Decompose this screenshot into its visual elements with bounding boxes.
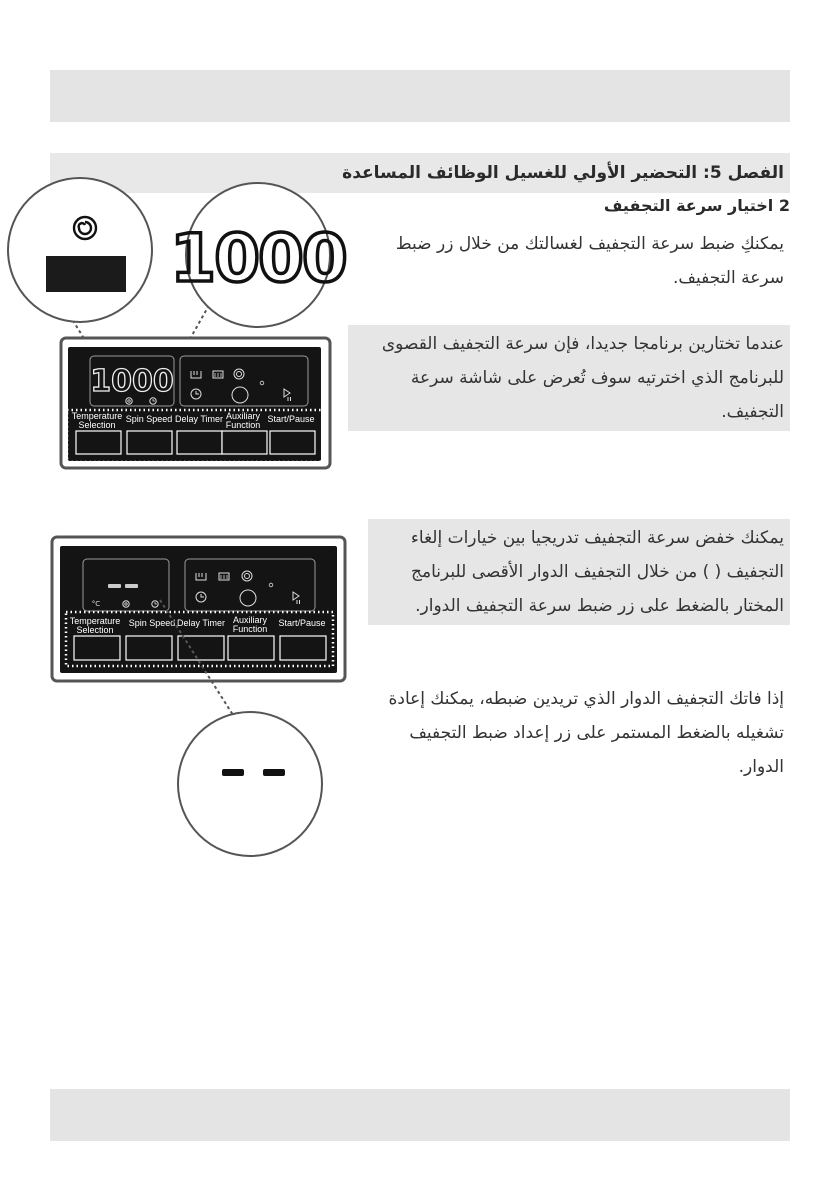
paragraph-reduce-speed: يمكنك خفض سرعة التجفيف تدريجيا بين خيارات إلغاء التجفيف ( ) من خلال التجفيف الدوار الأقصى للبرنامج المختار بالضغط على زر ضبط سرعة التجفيف الدوار. (368, 519, 790, 625)
btn-label-temperature: Temperature (71, 411, 123, 421)
auxiliary-button[interactable] (222, 431, 267, 454)
btn-label-selection: Selection (78, 420, 116, 430)
btn-label-start-pause: Start/Pause (267, 414, 315, 424)
btn-label-delay-timer: Delay Timer (174, 414, 224, 424)
chapter-title: الفصل 5: التحضير الأولي للغسيل الوظائف المساعدة (50, 153, 790, 193)
control-panel-top (61, 338, 330, 468)
zoom-circle-speed-display (170, 183, 346, 327)
zoom-speed-value: 1000 (170, 220, 346, 297)
paragraph-note-max-speed: عندما تختارين برنامجا جديدا، فإن سرعة التجفيف القصوى للبرنامج الذي اخترتيه سوف تُعرض على شاشة سرعة التجفيف. (348, 325, 790, 431)
spin-speed-button[interactable] (127, 431, 172, 454)
start-pause-button[interactable] (280, 636, 326, 660)
paragraph-intro: يمكنكِ ضبط سرعة التجفيف لغسالتك من خلال زر ضبط سرعة التجفيف. (395, 234, 784, 288)
btn-label-function: Function (232, 624, 268, 634)
paragraph-restart: إذا فاتك التجفيف الدوار الذي تريدين ضبطه، يمكنك إعادة تشغيله بالضغط المستمر على زر إعداد ضبط التجفيف الدوار. (388, 689, 784, 777)
spin-speed-button[interactable] (126, 636, 172, 660)
control-panel-bottom (52, 537, 345, 681)
zoom-circle-spin-off (178, 712, 322, 856)
zoom-circle-spin-icon (8, 178, 152, 322)
temperature-button[interactable] (74, 636, 120, 660)
btn-label-spin-speed: Spin Speed (128, 618, 176, 628)
start-pause-button[interactable] (270, 431, 315, 454)
display-speed-value: 1000 (90, 364, 174, 399)
auxiliary-button[interactable] (228, 636, 274, 660)
btn-label-function: Function (225, 420, 261, 430)
delay-timer-button[interactable] (178, 636, 224, 660)
delay-timer-button[interactable] (177, 431, 222, 454)
section-title: 2 اختيار سرعة التجفيف (603, 196, 790, 215)
btn-label-auxiliary: Auxiliary (225, 411, 261, 421)
temp-unit-label: °C (91, 600, 101, 608)
btn-label-auxiliary: Auxiliary (232, 615, 268, 625)
btn-label-spin-speed: Spin Speed (125, 414, 173, 424)
btn-label-temperature: Temperature (69, 616, 121, 626)
btn-label-selection: Selection (76, 625, 114, 635)
temperature-button[interactable] (76, 431, 121, 454)
btn-label-start-pause: Start/Pause (278, 618, 326, 628)
btn-label-delay-timer: Delay Timer (176, 618, 226, 628)
